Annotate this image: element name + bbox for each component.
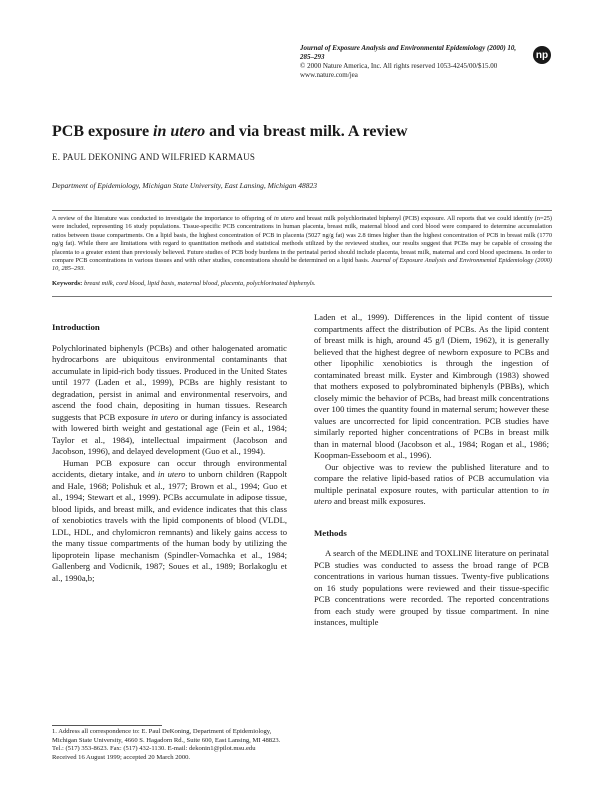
divider-top: [52, 210, 552, 211]
intro-paragraph-2: Human PCB exposure can occur through environmental accidents, dietary intake, and in utero to unborn children (Rappolt and Hale, 1968; Polishuk et al., 1977; Brown et al., 1994; Guo et al., 1994; Stewart et al., 1999). PCBs accumulate in adipose tissue, blood lipids, and breast milk, and evidence indicates that this class of xenobiotics travels with the lipid components of blood (VLDL, LDL, HDL, and chylomicron remnants) and likely gains access to the many tissue compartments of the human body by utilizing the lipoprotein lipase mechanism (Spindler-Vomachka et al., 1984; Gallenberg and Vodicnik, 1987; Soues et al., 1989; Borlakoglu et al., 1990a,b;: [52, 457, 288, 583]
article-title: PCB exposure in utero and via breast milk. A review: [52, 123, 408, 140]
journal-url[interactable]: www.nature.com/jea: [300, 71, 358, 79]
correspondence-address: 1. Address all correspondence to: E. Paul DeKoning, Department of Epidemiology, Michigan State University, 4660 S. Hagadorn Rd., Suite 600, East Lansing, MI 48823. Tel.: (517) 353-8623. Fax: (517) 432-1130. E-mail: dekonin1@pilot.msu.edu: [52, 728, 281, 753]
footnote: [52, 728, 287, 762]
footnote-divider: [52, 725, 162, 726]
methods-heading: Methods: [314, 527, 347, 538]
author-affiliation: Department of Epidemiology, Michigan State University, East Lansing, Michigan 48823: [52, 181, 317, 190]
npg-logo-icon: np: [533, 46, 551, 64]
divider-bottom: [52, 296, 552, 297]
received-dates: Received 16 August 1999; accepted 20 March 2000.: [52, 753, 191, 761]
methods-paragraph-1: A search of the MEDLINE and TOXLINE literature on perinatal PCB studies was conducted to assess the broad range of PCB concentrations in various human tissues. Twenty-five publications on 16 study populations were reviewed and their tissue-specific PCB concentrations were recorded. The reported concentrations from each study were grouped by tissue compartment. In nine instances, multiple: [314, 548, 549, 627]
right-column: [314, 312, 549, 629]
journal-header: [300, 44, 528, 80]
keywords-value: breast milk, cord blood, lipid basis, maternal blood, placenta, polychlorinated biphenyls.: [83, 280, 316, 287]
keywords-label: Keywords:: [52, 280, 83, 287]
abstract: [52, 215, 552, 274]
introduction-heading: Introduction: [52, 322, 100, 332]
abstract-citation: Journal of Exposure Analysis and Environmental Epidemiology (2000) 10, 285–293.: [52, 257, 552, 273]
left-column: [52, 312, 287, 584]
copyright-line: © 2000 Nature America, Inc. All rights reserved 1053-4245/00/$15.00: [300, 62, 498, 70]
intro-paragraph-4: Our objective was to review the published literature and to compare the relative lipid-based ratios of PCB accumulation via multiple perinatal exposure routes, with particular attention to in utero and breast milk exposures.: [314, 461, 549, 506]
intro-paragraph-1: Polychlorinated biphenyls (PCBs) and other halogenated aromatic hydrocarbons are ubiquitous environmental contaminants that accumulate in lipid-rich body tissues. Produced in the United States until 1977 (Laden et al., 1999), PCBs are highly resistant to degradation, persist in animal and environmental reservoirs, and ascend the food chain, depositing in human tissues. Research suggests that PCB exposure in utero or during infancy is associated with lowered birth weight and gestational age (Fein et al., 1984; Taylor et al., 1984), intellectual impairment (Jacobson and Jacobson, 1996), and delayed development (Guo et al., 1994).: [52, 342, 288, 456]
journal-citation: Journal of Exposure Analysis and Environmental Epidemiology (2000) 10, 285–293: [300, 44, 517, 61]
article-authors: E. PAUL DEKONING AND WILFRIED KARMAUS: [52, 152, 256, 162]
keywords: [52, 280, 552, 288]
intro-paragraph-3: Laden et al., 1999). Differences in the lipid content of tissue compartments affect the distribution of PCBs. As the lipid content of breast milk is high, around 45 g/l (Diem, 1962), it is generally believed that the highest degree of newborn exposure to PCBs and other lipophilic xenobiotics is through the ingestion of contaminated breast milk. Eyster and Kimbrough (1983) showed that mothers exposed to polybrominated biphenyls (PBBs), which closely mimic the behavior of PCBs, had breast milk concentrations over 100 times the quantity found in maternal serum; however these values are uncorrected for lipid concentration. PCB studies have similarly reported higher concentrations of PCBs in breast milk than in maternal blood (Jacobson et al., 1984; Rogan et al., 1986; Koopman-Esseboom et al., 1996).: [314, 312, 549, 460]
abstract-text: A review of the literature was conducted to investigate the importance to offspring of in utero and breast milk polychlorinated biphenyl (PCB) exposure. All reports that we could identify (n=25) were included, representing 16 study populations. Tissue-specific PCB concentrations in human placenta, breast milk, maternal blood and cord blood were compared to determine accumulation ratios between tissue compartments. On a lipid basis, the highest concentration of PCB in placenta (5027 ng/g fat) was 2.8 times higher than the highest concentration of PCB in breast milk (1770 ng/g fat). While there are limitations with regard to quantitation methods and statistical methods utilized by the reviewed studies, our results suggest that PCBs may be capable of crossing the placenta to a greater extent than previously believed. Future studies of PCB body burdens in the perinatal period should include placenta, breast milk, maternal and cord blood specimens. In order to compare PCB concentrations in various tissues and with other studies, concentrations should be determined on a lipid basis.: [52, 215, 552, 265]
